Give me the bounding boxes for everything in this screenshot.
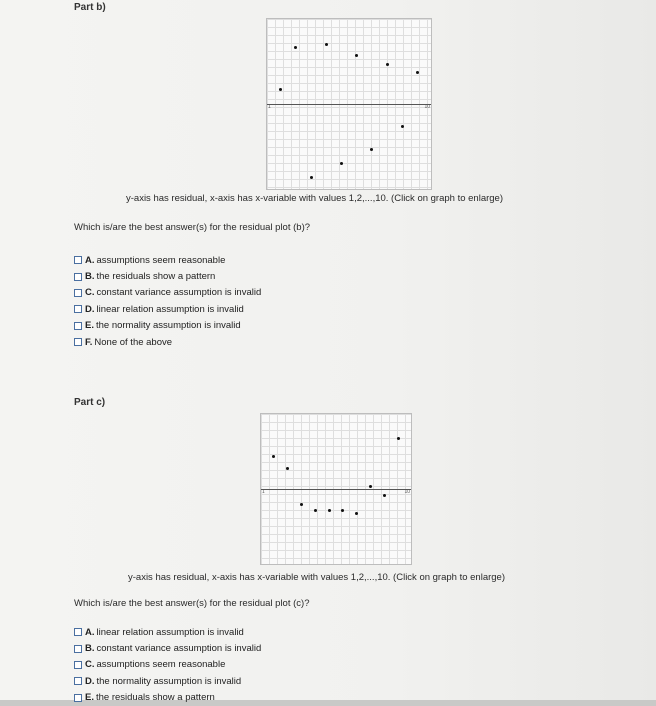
data-point <box>328 509 331 512</box>
part-b-option-f[interactable] <box>74 334 261 350</box>
data-point <box>314 509 317 512</box>
option-letter: A. <box>85 254 95 266</box>
x-tick-label: 10 <box>424 104 430 110</box>
data-point <box>325 43 328 46</box>
option-letter: B. <box>85 643 95 655</box>
part-b-options <box>74 252 261 350</box>
option-letter: B. <box>85 271 95 283</box>
part-b-label: Part b) <box>74 2 106 13</box>
data-point <box>416 71 419 74</box>
part-b-option-d[interactable] <box>74 301 261 317</box>
data-point <box>286 467 289 470</box>
zero-line <box>267 104 431 105</box>
residual-plot-b[interactable] <box>266 18 432 190</box>
part-b-option-c[interactable] <box>74 285 261 301</box>
data-point <box>386 63 389 66</box>
part-c-option-b[interactable] <box>74 640 261 656</box>
data-point <box>279 88 282 91</box>
option-text: constant variance assumption is invalid <box>96 287 262 299</box>
part-b-question: Which is/are the best answer(s) for the residual plot (b)? <box>74 222 311 233</box>
checkbox[interactable] <box>74 256 82 264</box>
option-text: assumptions seem reasonable <box>96 659 226 671</box>
part-c-question: Which is/are the best answer(s) for the residual plot (c)? <box>74 598 310 609</box>
part-c-caption: y-axis has residual, x-axis has x-variable with values 1,2,...,10. (Click on graph to enlarge) <box>128 572 506 583</box>
checkbox[interactable] <box>74 694 82 702</box>
part-c-options <box>74 624 261 706</box>
option-text: constant variance assumption is invalid <box>96 643 262 655</box>
option-text: the residuals show a pattern <box>95 692 215 704</box>
option-letter: F. <box>85 336 93 348</box>
checkbox[interactable] <box>74 338 82 346</box>
x-tick-label: 1 <box>262 489 265 495</box>
data-point <box>355 512 358 515</box>
data-point <box>272 455 275 458</box>
part-b-caption: y-axis has residual, x-axis has x-variable with values 1,2,...,10. (Click on graph to enlarge) <box>126 193 504 204</box>
zero-line <box>261 489 411 490</box>
checkbox[interactable] <box>74 661 82 669</box>
checkbox[interactable] <box>74 628 82 636</box>
part-b-option-b[interactable] <box>74 268 261 284</box>
checkbox[interactable] <box>74 322 82 330</box>
option-letter: C. <box>85 659 95 671</box>
option-text: the residuals show a pattern <box>96 271 216 283</box>
x-tick-label: 10 <box>404 489 410 495</box>
data-point <box>370 148 373 151</box>
part-c-option-d[interactable] <box>74 673 261 689</box>
checkbox[interactable] <box>74 273 82 281</box>
option-text: linear relation assumption is invalid <box>96 303 244 315</box>
data-point <box>401 125 404 128</box>
option-text: assumptions seem reasonable <box>96 254 226 266</box>
checkbox[interactable] <box>74 289 82 297</box>
residual-plot-c[interactable] <box>260 413 412 565</box>
part-c-option-a[interactable] <box>74 624 261 640</box>
part-c-option-e[interactable] <box>74 690 261 706</box>
option-text: None of the above <box>94 336 173 348</box>
checkbox[interactable] <box>74 305 82 313</box>
option-text: the normality assumption is invalid <box>95 320 241 332</box>
data-point <box>340 162 343 165</box>
option-letter: E. <box>85 320 94 332</box>
option-letter: A. <box>85 626 95 638</box>
part-b-option-e[interactable] <box>74 318 261 334</box>
part-b-option-a[interactable] <box>74 252 261 268</box>
data-point <box>355 54 358 57</box>
option-text: the normality assumption is invalid <box>96 675 242 687</box>
data-point <box>383 494 386 497</box>
x-tick-label: 1 <box>268 104 271 110</box>
data-point <box>300 503 303 506</box>
data-point <box>310 176 313 179</box>
data-point <box>369 485 372 488</box>
checkbox[interactable] <box>74 645 82 653</box>
part-c-option-c[interactable] <box>74 657 261 673</box>
data-point <box>397 437 400 440</box>
option-text: linear relation assumption is invalid <box>96 626 244 638</box>
checkbox[interactable] <box>74 677 82 685</box>
option-letter: C. <box>85 287 95 299</box>
data-point <box>341 509 344 512</box>
part-c-label: Part c) <box>74 397 106 408</box>
data-point <box>294 46 297 49</box>
option-letter: D. <box>85 303 95 315</box>
option-letter: D. <box>85 675 95 687</box>
option-letter: E. <box>85 692 94 704</box>
